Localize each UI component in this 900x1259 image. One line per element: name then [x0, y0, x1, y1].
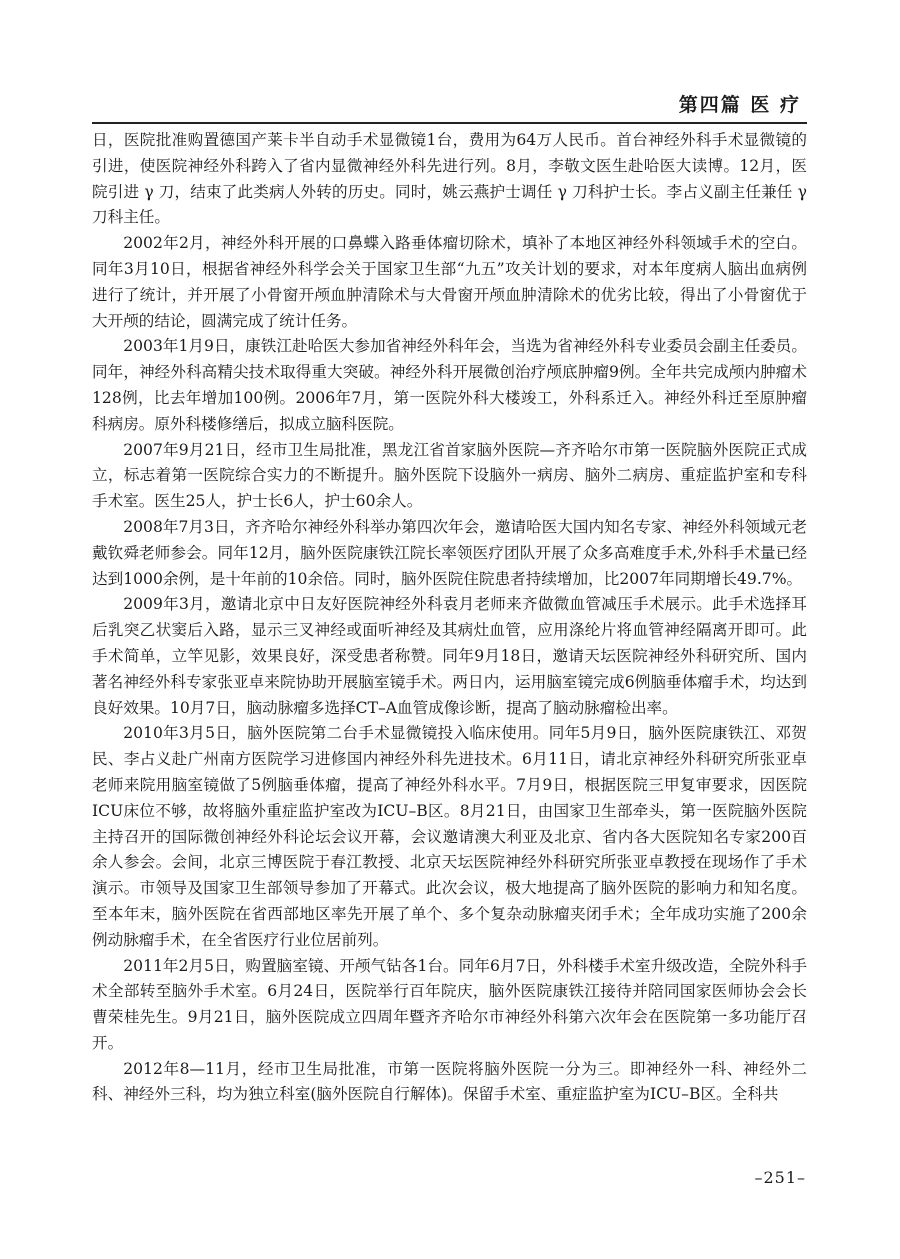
page-number: –251– [754, 1168, 806, 1187]
paragraph: 2007年9月21日，经市卫生局批准，黑龙江省首家脑外医院—齐齐哈尔市第一医院脑外医院正式成立，标志着第一医院综合实力的不断提升。脑外医院下设脑外一病房、脑外二病房、重症监护室和专科手术室。医生25人，护士长6人，护士60余人。 [92, 440, 807, 511]
paragraph: 2010年3月5日，脑外医院第二台手术显微镜投入临床使用。同年5月9日，脑外医院康铁江、邓贺民、李占义赴广州南方医院学习进修国内神经外科先进技术。6月11日，请北京神经外科研究所张亚卓老师来院用脑室镜做了5例脑垂体瘤，提高了神经外科水平。7月9日，根据医院三甲复审要求，因医院ICU床位不够，故将脑外重症监护室改为ICU–B区。8月21日，由国家卫生部牵头，第一医院脑外医院主持召开的国际微创神经外科论坛会议开幕，会议邀请澳大利亚及北京、省内各大医院知名专家200百余人参会。会间，北京三博医院于春江教授、北京天坛医院神经外科研究所张亚卓教授在现场作了手术演示。市领导及国家卫生部领导参加了开幕式。此次会议，极大地提高了脑外医院的影响力和知名度。至本年末，脑外医院在省西部地区率先开展了单个、多个复杂动脉瘤夹闭手术；全年成功实施了200余例动脉瘤手术，在全省医疗行业位居前列。 [92, 724, 807, 949]
page-header [92, 84, 807, 124]
body-text [92, 128, 807, 1108]
section-title: 第四篇 医 疗 [678, 94, 801, 116]
paragraph: 2009年3月，邀请北京中日友好医院神经外科袁月老师来齐做微血管减压手术展示。此手术选择耳后乳突乙状窦后入路，显示三叉神经或面听神经及其病灶血管，应用涤纶片将血管神经隔离开即可。此手术简单，立竿见影，效果良好，深受患者称赞。同年9月18日，邀请天坛医院神经外科研究所、国内著名神经外科专家张亚卓来院协助开展脑室镜手术。两日内，运用脑室镜完成6例脑垂体瘤手术，均达到良好效果。10月7日，脑动脉瘤多选择CT–A血管成像诊断，提高了脑动脉瘤检出率。 [92, 595, 807, 717]
paragraph: 2008年7月3日，齐齐哈尔神经外科举办第四次年会，邀请哈医大国内知名专家、神经外科领域元老戴钦舜老师参会。同年12月，脑外医院康铁江院长率领医疗团队开展了众多高难度手术,外科手术量已经达到1000余例，是十年前的10余倍。同时，脑外医院住院患者持续增加，比2007年同期增长49.7%。 [92, 517, 807, 588]
paragraph: 2011年2月5日，购置脑室镜、开颅气钻各1台。同年6月7日，外科楼手术室升级改造，全院外科手术全部转至脑外手术室。6月24日，医院举行百年院庆，脑外医院康铁江接待并陪同国家医师协会会长曹荣桂先生。9月21日，脑外医院成立四周年暨齐齐哈尔市神经外科第六次年会在医院第一多功能厅召开。 [92, 956, 807, 1052]
paragraph: 2002年2月，神经外科开展的口鼻蝶入路垂体瘤切除术，填补了本地区神经外科领域手术的空白。同年3月10日，根据省神经外科学会关于国家卫生部“九五”攻关计划的要求，对本年度病人脑出血病例进行了统计，并开展了小骨窗开颅血肿清除术与大骨窗开颅血肿清除术的优劣比较，得出了小骨窗优于大开颅的结论，圆满完成了统计任务。 [92, 234, 807, 330]
paragraph: 2003年1月9日，康铁江赴哈医大参加省神经外科年会，当选为省神经外科专业委员会副主任委员。同年，神经外科高精尖技术取得重大突破。神经外科开展微创治疗颅底肿瘤9例。全年共完成颅内肿瘤术128例，比去年增加100例。2006年7月，第一医院外科大楼竣工，外科系迁入。神经外科迁至原肿瘤科病房。原外科楼修缮后，拟成立脑科医院。 [92, 337, 807, 433]
paragraph: 日，医院批准购置德国产莱卡半自动手术显微镜1台，费用为64万人民币。首台神经外科手术显微镜的引进，使医院神经外科跨入了省内显微神经外科先进行列。8月，李敬文医生赴哈医大读博。12月，医院引进 γ 刀，结束了此类病人外转的历史。同时，姚云燕护士调任 γ 刀科护士长。李占义副主任兼任 γ 刀科主任。 [92, 131, 807, 227]
paragraph: 2012年8—11月，经市卫生局批准，市第一医院将脑外医院一分为三。即神经外一科、神经外二科、神经外三科，均为独立科室(脑外医院自行解体)。保留手术室、重症监护室为ICU–B区。全科共 [92, 1059, 807, 1104]
